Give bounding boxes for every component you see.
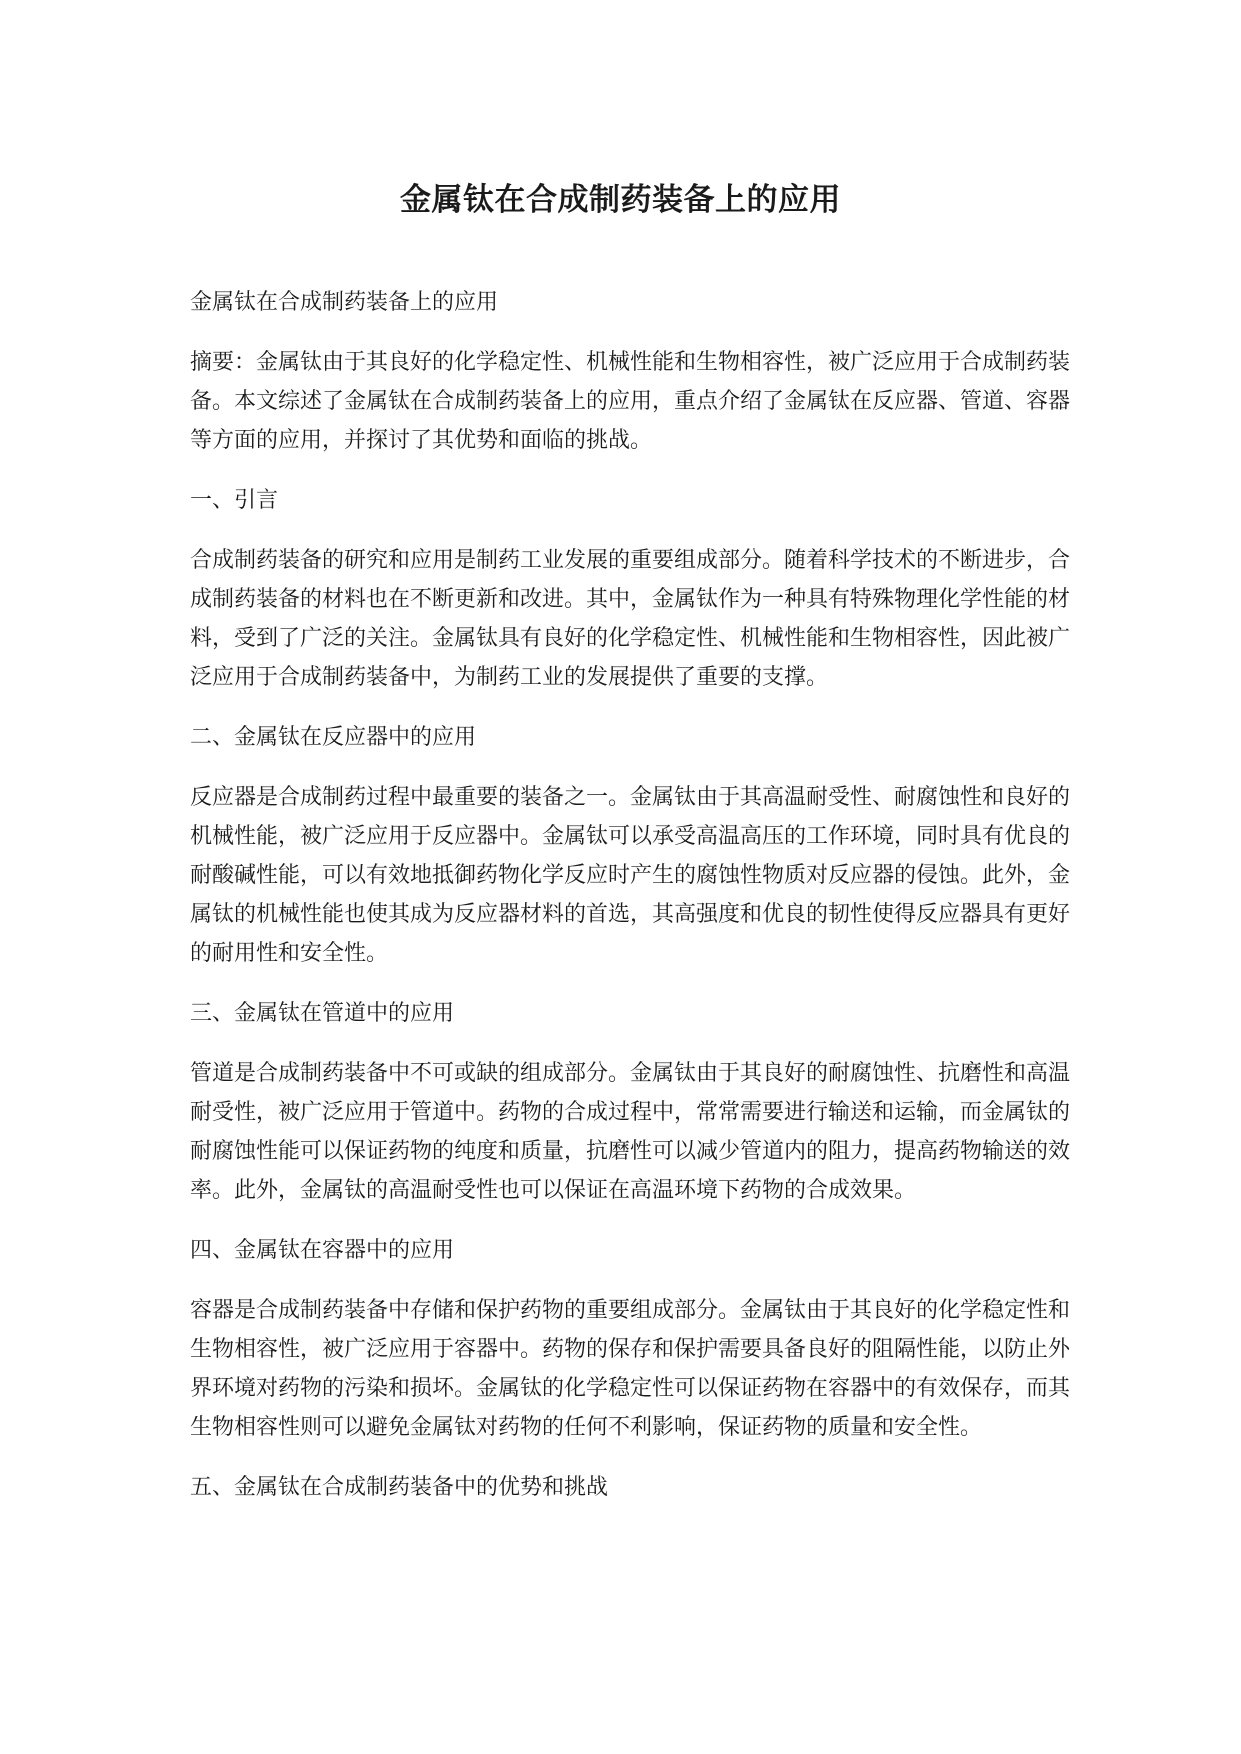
section-heading-reactor: 二、金属钛在反应器中的应用 [190, 725, 477, 750]
section-heading-introduction: 一、引言 [190, 488, 279, 513]
section-body-pipeline: 管道是合成制药装备中不可或缺的组成部分。金属钛由于其良好的耐腐蚀性、抗磨性和高温耐受性，被广泛应用于管道中。药物的合成过程中，常常需要进行输送和运输，而金属钛的耐腐蚀性能可以保证药物的纯度和质量，抗磨性可以减少管道内的阻力，提高药物输送的效率。此外，金属钛的高温耐受性也可以保证在高温环境下药物的合成效果。 [190, 1061, 1071, 1203]
section-heading-container: 四、金属钛在容器中的应用 [190, 1238, 455, 1263]
document-title: 金属钛在合成制药装备上的应用 [400, 182, 841, 218]
section-body-reactor: 反应器是合成制药过程中最重要的装备之一。金属钛由于其高温耐受性、耐腐蚀性和良好的机械性能，被广泛应用于反应器中。金属钛可以承受高温高压的工作环境，同时具有优良的耐酸碱性能，可以有效地抵御药物化学反应时产生的腐蚀性物质对反应器的侵蚀。此外，金属钛的机械性能也使其成为反应器材料的首选，其高强度和优良的韧性使得反应器具有更好的耐用性和安全性。 [190, 785, 1071, 966]
section-body-container: 容器是合成制药装备中存储和保护药物的重要组成部分。金属钛由于其良好的化学稳定性和生物相容性，被广泛应用于容器中。药物的保存和保护需要具备良好的阻隔性能，以防止外界环境对药物的污染和损坏。金属钛的化学稳定性可以保证药物在容器中的有效保存，而其生物相容性则可以避免金属钛对药物的任何不利影响，保证药物的质量和安全性。 [190, 1298, 1071, 1440]
section-heading-pipeline: 三、金属钛在管道中的应用 [190, 1001, 455, 1026]
document-subtitle: 金属钛在合成制药装备上的应用 [190, 290, 499, 315]
section-heading-advantages-challenges: 五、金属钛在合成制药装备中的优势和挑战 [190, 1475, 609, 1500]
section-body-introduction: 合成制药装备的研究和应用是制药工业发展的重要组成部分。随着科学技术的不断进步，合成制药装备的材料也在不断更新和改进。其中，金属钛作为一种具有特殊物理化学性能的材料，受到了广泛的关注。金属钛具有良好的化学稳定性、机械性能和生物相容性，因此被广泛应用于合成制药装备中，为制药工业的发展提供了重要的支撑。 [190, 548, 1071, 690]
abstract-paragraph: 摘要：金属钛由于其良好的化学稳定性、机械性能和生物相容性，被广泛应用于合成制药装备。本文综述了金属钛在合成制药装备上的应用，重点介绍了金属钛在反应器、管道、容器等方面的应用，并探讨了其优势和面临的挑战。 [190, 350, 1071, 453]
document-body [190, 283, 1070, 1528]
